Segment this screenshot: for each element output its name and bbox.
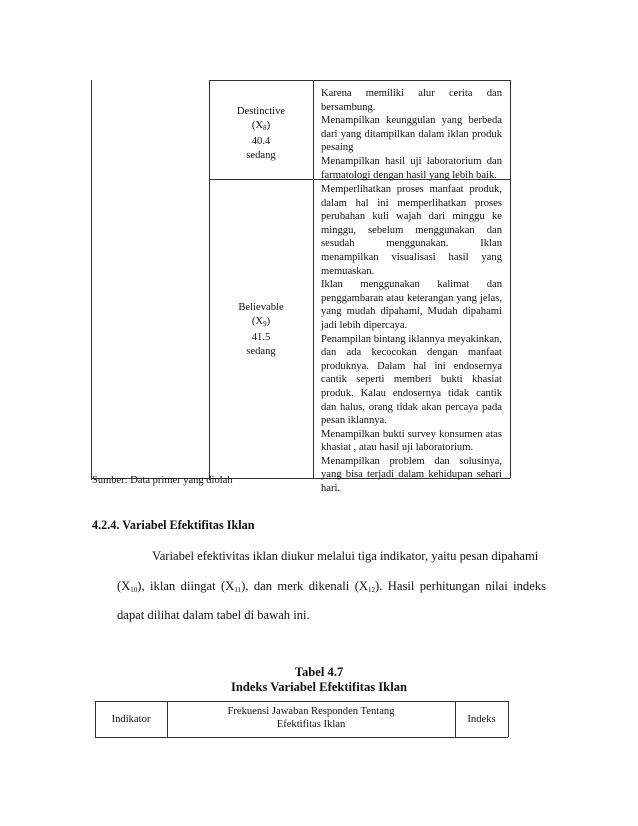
- paragraph-line: dapat dilihat dalam tabel di bawah ini.: [117, 608, 310, 622]
- table-header-bottom: [95, 737, 508, 738]
- table-border-right: [508, 701, 509, 737]
- table-row-label: [209, 105, 313, 162]
- description-line: Menampilkan problem dan solusinya, yang bisa terjadi dalam kehidupan sehari hari.: [321, 455, 502, 495]
- description-line: Karena memiliki alur cerita dan bersambung.: [321, 88, 502, 113]
- table-source-note: Sumber: Data primer yang diolah: [92, 475, 233, 486]
- description-line: Penampilan bintang iklannya meyakinkan, dan ada kecocokan dengan manfaat produknya. Dalam hal ini endosernya cantik seperti memberi bukti khasiat produk. Kalau endosernya tidak cantik dan halus, orang tidak akan percaya pada pesan iklannya.: [321, 333, 502, 427]
- indicator-description: [321, 87, 502, 182]
- table-border-top: [95, 701, 508, 702]
- indicator-code: $(X_8)$: [251, 119, 271, 132]
- column-header-indikator: Indikator: [111, 714, 151, 725]
- description-line: Menampilkan bukti survey konsumen atas khasiat , atau hasil uji laboratorium.: [321, 428, 502, 454]
- table-row-label: [209, 301, 313, 358]
- description-line: Memperlihatkan proses manfaat produk, dalam hal ini memperlihatkan proses perubahan kuli wajah dari minggu ke minggu, sebelum menggunakan dan sesudah menggunakan. Iklan menampilkan visualisasi hasil yang memuaskan.: [321, 184, 502, 277]
- description-line: Menampilkan keunggulan yang berbeda dari yang ditampilkan dalam iklan produk pesaing: [321, 115, 502, 154]
- description-line: Menampilkan hasil uji laboratorium dan farmatologi dengan hasil yang lebih baik.: [321, 155, 502, 181]
- table-border-col3: [313, 80, 314, 478]
- indicator-description: [321, 183, 502, 496]
- table-caption-title: Indeks Variabel Efektifitas Iklan: [230, 680, 407, 694]
- indicator-value: 41.5: [251, 332, 271, 344]
- column-header-frekuensi: Frekuensi Jawaban Responden Tentang Efektifitas Iklan: [227, 706, 395, 730]
- paragraph-line: Variabel efektivitas iklan diukur melalui tiga indikator, yaitu pesan dipahami: [152, 549, 539, 563]
- table-caption-number: Tabel 4.7: [294, 665, 344, 679]
- section-heading: 4.2.4. Variabel Efektifitas Iklan: [92, 518, 255, 532]
- column-header-indeks: Indeks: [467, 714, 496, 725]
- indicator-name: Believable: [238, 302, 284, 313]
- table-border-right: [510, 80, 511, 478]
- table-border-left: [91, 80, 92, 480]
- indicator-name: Destinctive: [236, 106, 286, 117]
- indicator-category: sedang: [246, 149, 276, 161]
- paragraph-line: $(X_{10})$, iklan diingat $(X_{11})$, dan merk dikenali $(X_{12})$. Hasil perhitungan nilai indeks: [117, 579, 546, 594]
- indicator-value: 40.4: [251, 136, 271, 148]
- table-border-top: [209, 80, 510, 81]
- indicator-category: sedang: [246, 345, 276, 357]
- indicator-code: $(X_9)$: [251, 315, 271, 328]
- description-line: Iklan menggunakan kalimat dan penggambaran atau keterangan yang jelas, yang mudah dipahami, Mudah dipahami jadi lebih dipercaya.: [321, 279, 502, 331]
